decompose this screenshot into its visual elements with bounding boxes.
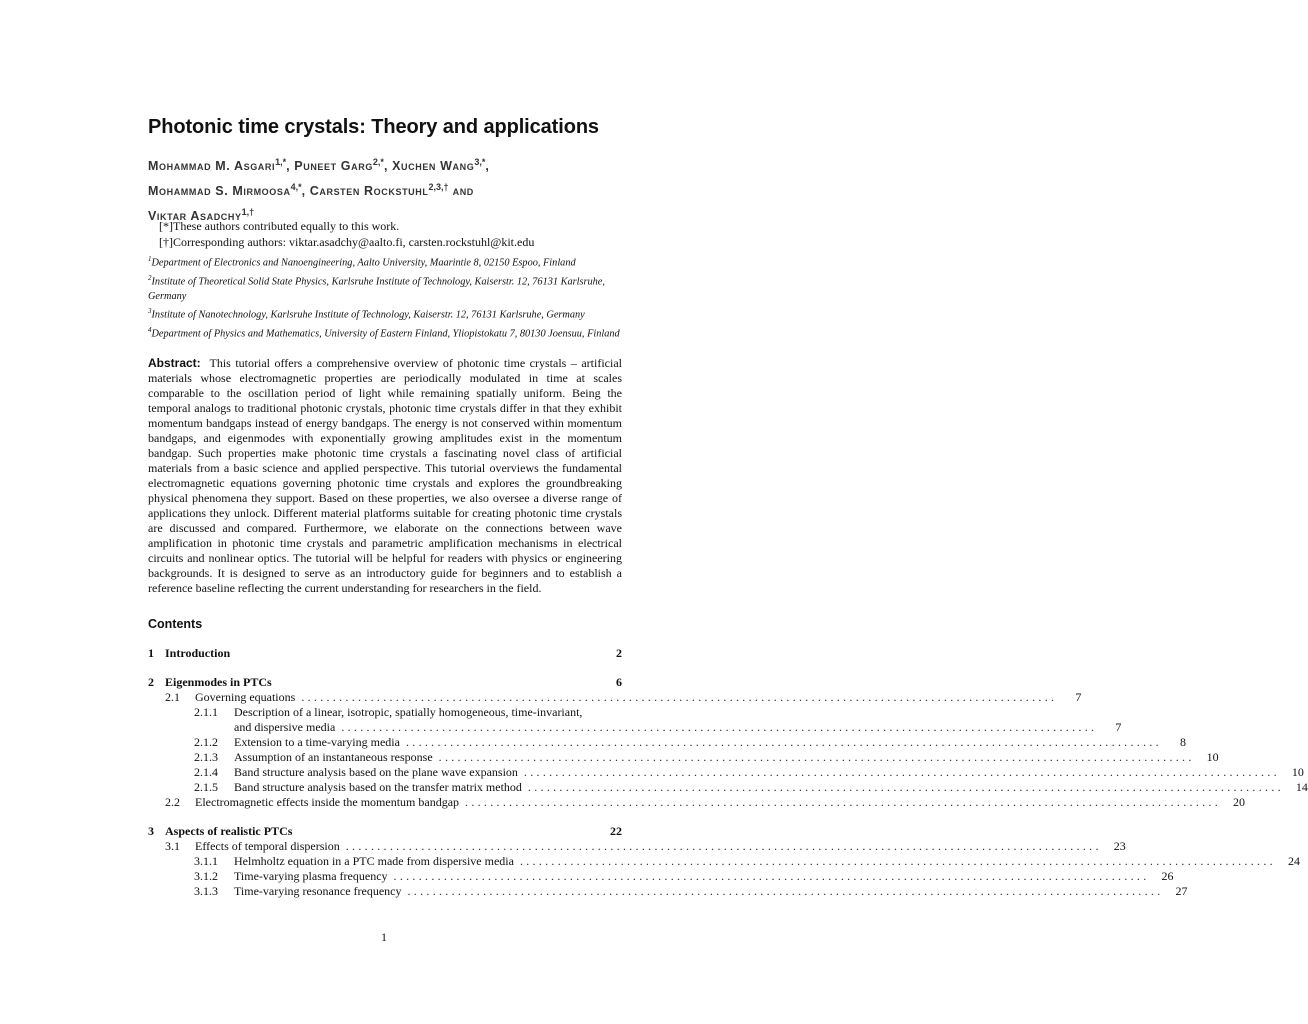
toc-entry-title: Extension to a time-varying media (234, 735, 400, 749)
toc-leader-dots: ........................................................................................................................ (519, 854, 1276, 868)
author-5: Carsten Rockstuhl$^{2,3,\dagger}$ (309, 182, 449, 199)
toc-entry-number: 1 (148, 646, 154, 660)
toc-entry-number: 2.1.4 (194, 765, 218, 779)
toc-entry-page: 8 (1179, 735, 1186, 749)
toc-entry-number: 2.1.2 (194, 735, 218, 749)
toc-section[interactable] (148, 675, 622, 690)
abstract-label: Abstract: (148, 356, 201, 370)
toc-entry-title: Aspects of realistic PTCs (165, 824, 293, 838)
toc-entry-page: 6 (616, 675, 622, 689)
toc-entry-page: 10 (1291, 765, 1304, 779)
toc-entry-title: Effects of temporal dispersion (195, 839, 340, 853)
abstract (148, 356, 622, 596)
toc-entry-page: 10 (1206, 750, 1219, 764)
toc-entry[interactable] (148, 869, 1174, 884)
author-notes (159, 218, 534, 250)
toc-spacer (148, 661, 622, 675)
toc-entry-number: 3.1.2 (194, 869, 218, 883)
toc-entry-title: Helmholtz equation in a PTC made from dispersive media (234, 854, 514, 868)
toc-entry-number: 3.1 (165, 839, 180, 853)
toc-leader-dots: ........................................................................................................................ (341, 720, 1098, 734)
paper-title: Photonic time crystals: Theory and applications (148, 116, 599, 138)
toc-entry[interactable] (148, 765, 1304, 780)
toc-entry[interactable] (148, 735, 1186, 750)
toc-entry-page: 14 (1295, 780, 1308, 794)
toc-entry-number: 2 (148, 675, 154, 689)
toc-entry[interactable] (148, 720, 1122, 735)
author-1: Mohammad M. Asgari$^{1,*}$ (148, 157, 287, 174)
toc-entry-title: and dispersive media (234, 720, 336, 734)
toc-entry[interactable] (148, 839, 1126, 854)
toc-entry-number: 2.2 (165, 795, 180, 809)
toc-entry-page: 23 (1113, 839, 1126, 853)
toc-entry-title: Band structure analysis based on the transfer matrix method (234, 780, 522, 794)
affiliation-4: $^4$Department of Physics and Mathematics, University of Eastern Finland, Yliopistokatu 7, 80130 Joensuu, Finland (148, 326, 620, 340)
toc-entry-title: Time-varying plasma frequency (234, 869, 388, 883)
toc-leader-dots: ........................................................................................................................ (393, 869, 1150, 883)
toc-entry-number: 2.1.5 (194, 780, 218, 794)
toc-entry-number: 3.1.3 (194, 884, 218, 898)
toc-leader-dots: ........................................................................................................................ (438, 750, 1195, 764)
toc-entry-number: 2.1 (165, 690, 180, 704)
toc-entry-title: Eigenmodes in PTCs (165, 675, 272, 689)
toc-entry-page: 22 (610, 824, 622, 838)
toc-entry[interactable] (148, 780, 1308, 795)
toc-entry[interactable] (148, 690, 1082, 705)
toc-entry-title: Band structure analysis based on the plane wave expansion (234, 765, 518, 779)
author-3: Xuchen Wang$^{3,*}$ (392, 157, 486, 174)
contents-heading: Contents (148, 617, 203, 631)
toc-entry[interactable] (148, 884, 1188, 899)
toc-entry-page: 26 (1161, 869, 1174, 883)
toc-section[interactable] (148, 646, 622, 661)
toc-leader-dots: ........................................................................................................................ (301, 690, 1058, 704)
toc-entry[interactable] (148, 795, 1246, 810)
toc-entry-title: Introduction (165, 646, 231, 660)
abstract-text: This tutorial offers a comprehensive overview of photonic time crystals – artificial materials whose electromagnetic properties are periodically modulated in time at scales comparable to the oscillation period of light while remaining spatially uniform. Being the temporal analogs to traditional photonic crystals, photonic time crystals differ in that they exhibit momentum bandgaps instead of energy bandgaps. The energy is not conserved within momentum bandgaps, and eigenmodes with exponentially growing amplitudes exist in the momentum bandgap. Such properties make photonic time crystals a fascinating novel class of artificial materials from a basic science and applied perspective. This tutorial overviews the fundamental electromagnetic equations governing photonic time crystals and explores the groundbreaking physical phenomena they support. Based on these properties, we also oversee a diverse range of applications they unlock. Different material platforms suitable for creating photonic time crystals are discussed and compared. Furthermore, we elaborate on the connections between wave amplification in photonic time crystals and parametric amplification mechanisms in electrical circuits and nonlinear optics. The tutorial will be helpful for readers with physics or engineering backgrounds. It is designed to serve as an introductory guide for beginners and to establish a reference baseline reflecting the current understanding for researchers in the field. (148, 356, 622, 595)
affiliation-3: $^3$Institute of Nanotechnology, Karlsruhe Institute of Technology, Kaiserstr. 12, 76131 Karlsruhe, Germany (148, 307, 585, 321)
affiliation-list (148, 252, 628, 342)
toc-entry-title: Time-varying resonance frequency (234, 884, 402, 898)
toc-entry-page: 20 (1233, 795, 1246, 809)
toc-entry[interactable] (148, 705, 622, 720)
toc-entry-title: Assumption of an instantaneous response (234, 750, 433, 764)
toc-entry-number: 2.1.3 (194, 750, 218, 764)
affiliation-2: $^2$Institute of Theoretical Solid State Physics, Karlsruhe Institute of Technology, Kaiserstr. 12, 76131 Karlsruhe, Germany (148, 273, 605, 302)
affiliation-1: $^1$Department of Electronics and Nanoengineering, Aalto University, Maarintie 8, 02150 Espoo, Finland (148, 255, 576, 269)
toc-entry-page: 7 (1115, 720, 1122, 734)
toc-entry-page: 27 (1175, 884, 1188, 898)
toc-entry-number: 3 (148, 824, 154, 838)
toc-entry-title: Electromagnetic effects inside the momentum bandgap (195, 795, 460, 809)
toc-entry-page: 24 (1287, 854, 1300, 868)
toc-leader-dots: ........................................................................................................................ (465, 795, 1222, 809)
toc-entry-title: Description of a linear, isotropic, spatially homogeneous, time-invariant, (234, 705, 583, 719)
toc-entry-number: 2.1.1 (194, 705, 218, 719)
page-number: 1 (381, 930, 387, 944)
toc-leader-dots: ........................................................................................................................ (405, 735, 1162, 749)
toc-leader-dots: ........................................................................................................................ (523, 765, 1280, 779)
toc-entry-page: 7 (1075, 690, 1082, 704)
author-2: Puneet Garg$^{2,*}$ (294, 157, 384, 174)
table-of-contents (148, 646, 1308, 899)
author-4: Mohammad S. Mirmoosa$^{4,*}$ (148, 182, 302, 199)
author-6: Viktar Asadchy$^{1,\dagger}$ (148, 207, 255, 224)
toc-entry[interactable] (148, 854, 1300, 869)
toc-entry[interactable] (148, 750, 1219, 765)
toc-entry-number: 3.1.1 (194, 854, 218, 868)
toc-section[interactable] (148, 824, 622, 839)
author-connector: and (452, 184, 474, 199)
toc-spacer (148, 810, 622, 824)
equal-contribution-note: [*]These authors contributed equally to this work. (159, 219, 400, 233)
toc-entry-page: 2 (616, 646, 622, 660)
toc-leader-dots: ........................................................................................................................ (345, 839, 1102, 853)
corresponding-author-note: [†]Corresponding authors: viktar.asadchy@aalto.fi, carsten.rockstuhl@kit.edu (159, 235, 535, 249)
toc-leader-dots: ........................................................................................................................ (407, 884, 1164, 898)
toc-leader-dots: ........................................................................................................................ (527, 780, 1284, 794)
author-list: Mohammad M. Asgari$^{1,*}$, Puneet Garg$^{2,*}$, Xuchen Wang$^{3,*}$, Mohammad S. Mirmoosa$^{4,*}$, Carsten Rockstuhl$^{2,3,\dagger}$ and Viktar Asadchy$^{1,\dagger}$ (148, 157, 490, 224)
toc-entry-title: Governing equations (195, 690, 296, 704)
